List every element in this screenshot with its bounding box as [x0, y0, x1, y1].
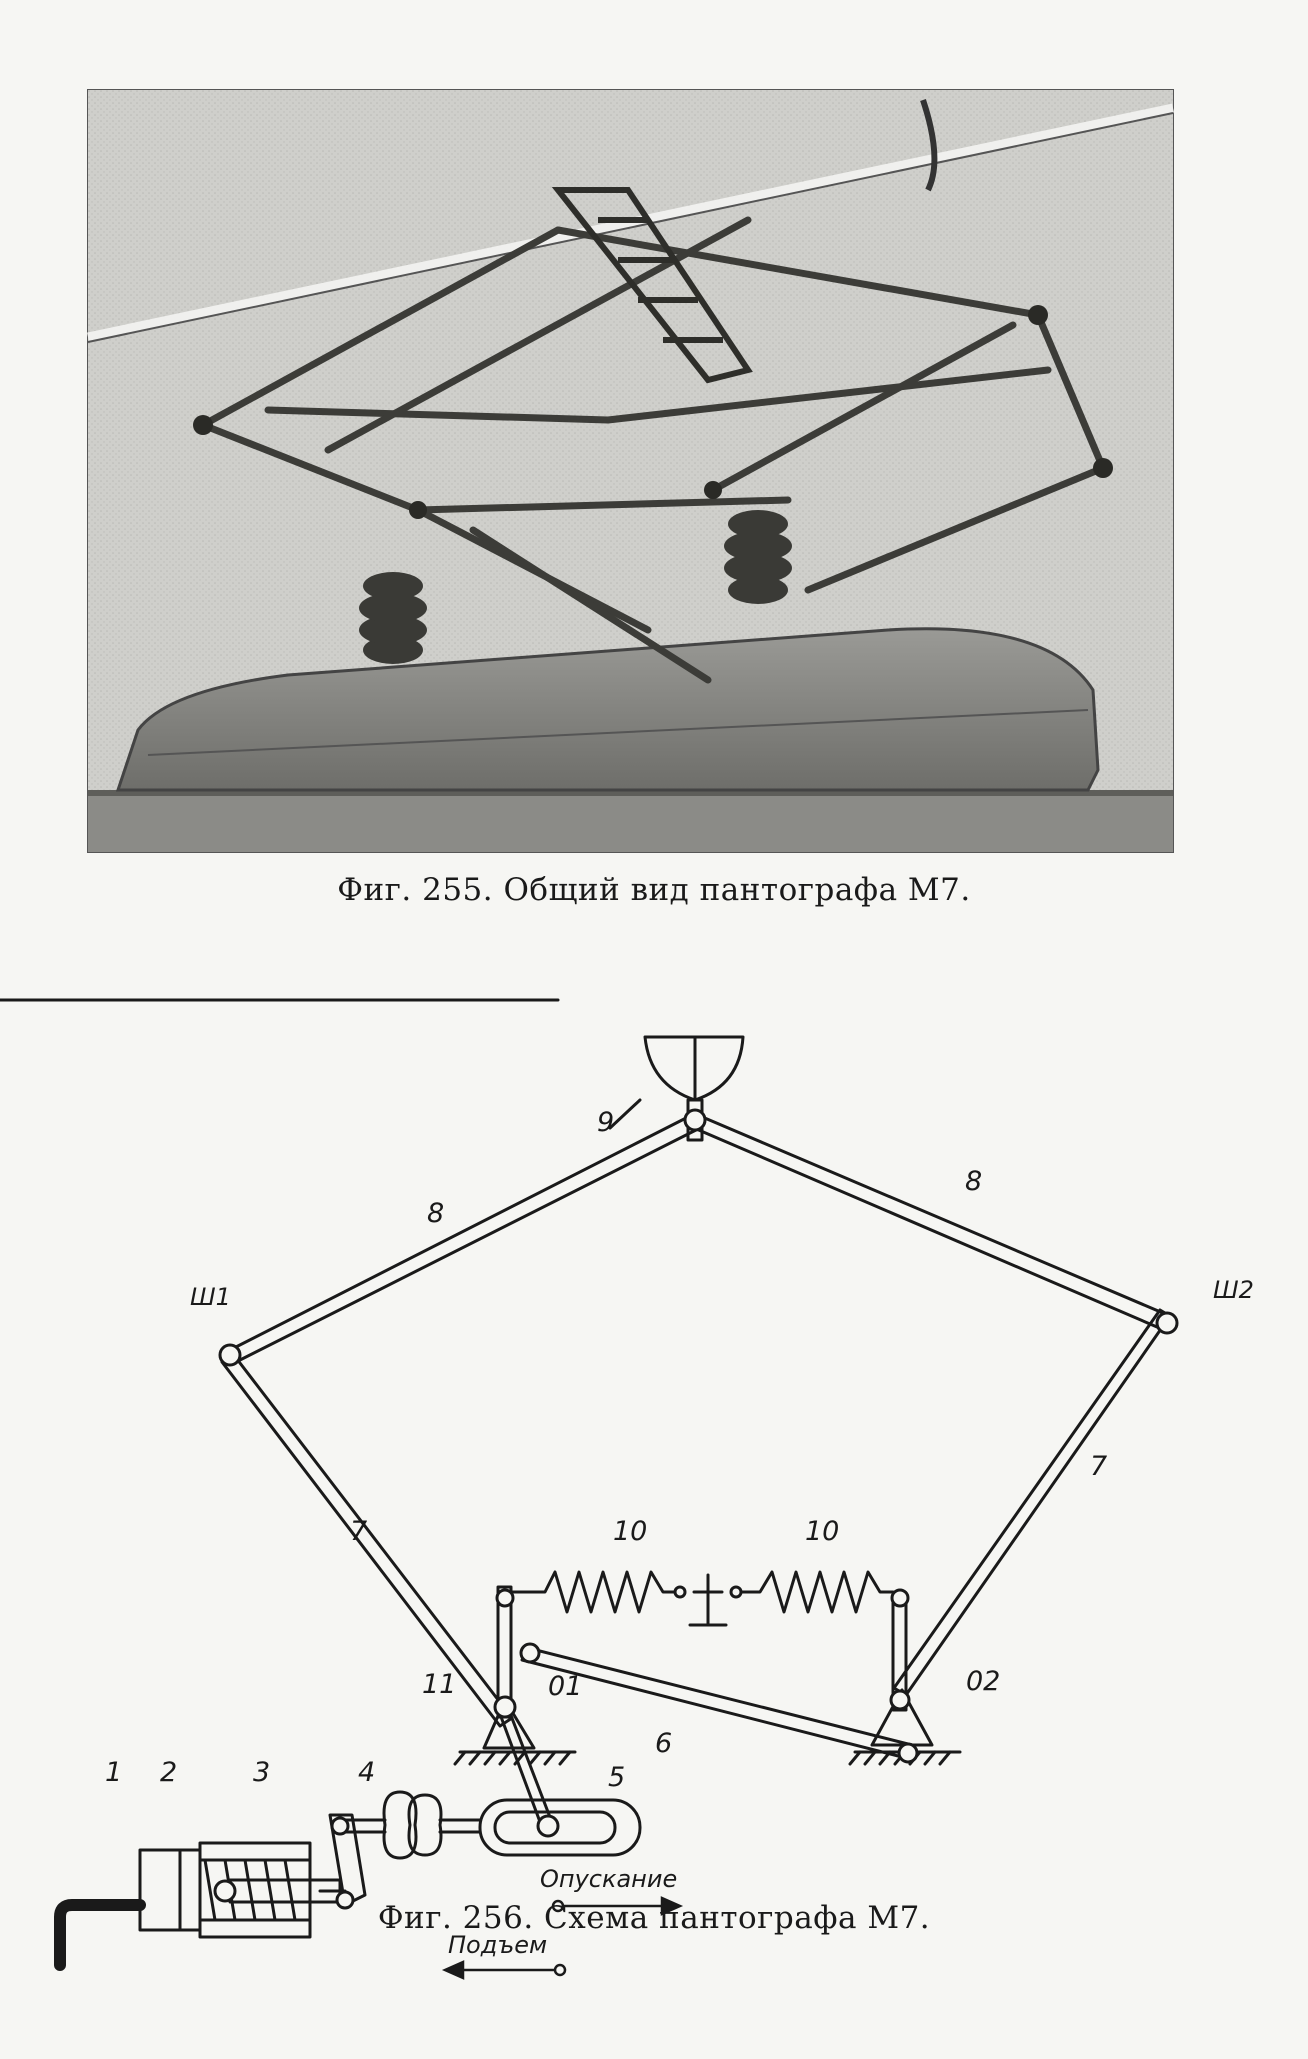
- label-7-right: 7: [1090, 1451, 1108, 1482]
- label-raise: Подъем: [448, 1931, 548, 1959]
- label-2: 2: [160, 1757, 178, 1788]
- label-sh1: Ш1: [190, 1283, 231, 1311]
- upper-arm-right: [694, 1116, 1170, 1330]
- upper-arm-left: [230, 1116, 700, 1360]
- joint-sh2: [1157, 1313, 1177, 1333]
- label-8-right: 8: [965, 1166, 983, 1197]
- label-1: 1: [105, 1757, 123, 1788]
- label-7-left: 7: [350, 1516, 368, 1547]
- label-5: 5: [608, 1762, 626, 1793]
- label-02: 02: [966, 1666, 1001, 1697]
- label-3: 3: [253, 1757, 271, 1788]
- label-10-right: 10: [805, 1516, 840, 1547]
- pantograph-photo-drawing: [88, 90, 1173, 852]
- label-lower: Опускание: [540, 1865, 678, 1893]
- figure-255-caption: Фиг. 255. Общий вид пантографа М7.: [337, 872, 971, 908]
- spring-left: [512, 1572, 680, 1612]
- joint-o1: [495, 1697, 515, 1717]
- label-4: 4: [358, 1757, 376, 1788]
- spring-right: [736, 1572, 893, 1612]
- joint-head: [685, 1110, 705, 1130]
- label-11: 11: [422, 1669, 457, 1700]
- lower-arm-right: [894, 1310, 1170, 1695]
- label-10-left: 10: [613, 1516, 648, 1547]
- label-6: 6: [655, 1728, 673, 1759]
- label-9: 9: [597, 1107, 615, 1138]
- pantograph-photo: [87, 89, 1174, 853]
- label-01: 01: [548, 1671, 583, 1702]
- joint-o2: [891, 1691, 909, 1709]
- tie-rod: [522, 1648, 912, 1758]
- figure-256-caption: Фиг. 256. Схема пантографа М7.: [377, 1900, 931, 1936]
- label-sh2: Ш2: [1213, 1276, 1254, 1304]
- joint-sh1: [220, 1345, 240, 1365]
- label-8-left: 8: [427, 1198, 445, 1229]
